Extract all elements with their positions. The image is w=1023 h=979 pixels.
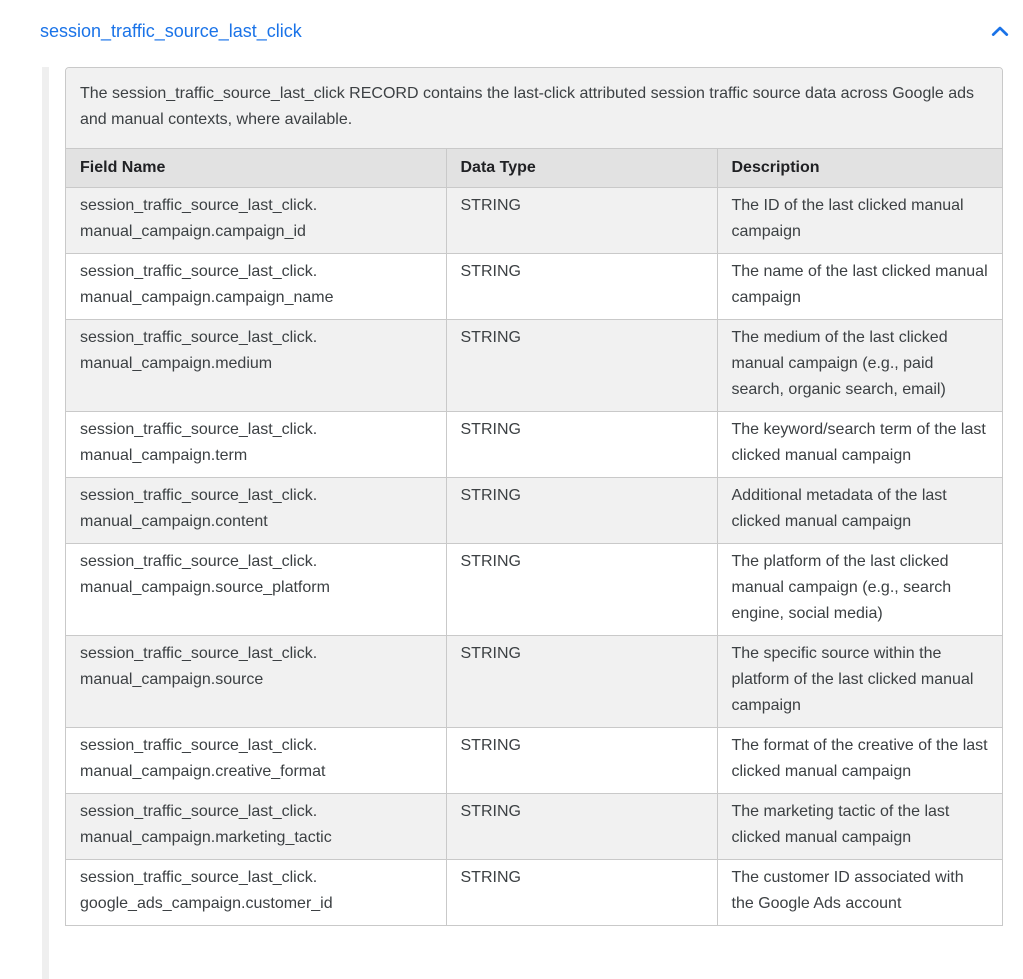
- description-cell: The medium of the last clicked manual campaign (e.g., paid search, organic search, email): [717, 320, 1002, 412]
- table-row: [66, 544, 1002, 636]
- description-cell: The platform of the last clicked manual campaign (e.g., search engine, social media): [717, 544, 1002, 636]
- schema-panel: [65, 67, 1003, 926]
- chevron-up-icon: [991, 26, 1009, 37]
- data-type-cell: STRING: [446, 320, 717, 412]
- field-name-cell: session_traffic_source_last_click.manual_campaign.term: [66, 412, 446, 478]
- field-name-cell: session_traffic_source_last_click.manual_campaign.medium: [66, 320, 446, 412]
- table-row: [66, 794, 1002, 860]
- data-type-cell: STRING: [446, 636, 717, 728]
- field-name-cell: session_traffic_source_last_click.google_ads_campaign.customer_id: [66, 860, 446, 926]
- table-row: [66, 320, 1002, 412]
- table-row: [66, 188, 1002, 254]
- description-cell: The specific source within the platform of the last clicked manual campaign: [717, 636, 1002, 728]
- table-row: [66, 728, 1002, 794]
- section-body: [0, 67, 1023, 926]
- data-type-cell: STRING: [446, 794, 717, 860]
- data-type-cell: STRING: [446, 860, 717, 926]
- field-name-cell: session_traffic_source_last_click.manual_campaign.source_platform: [66, 544, 446, 636]
- description-cell: Additional metadata of the last clicked manual campaign: [717, 478, 1002, 544]
- column-header-field-name: Field Name: [66, 149, 446, 188]
- data-type-cell: STRING: [446, 412, 717, 478]
- description-cell: The marketing tactic of the last clicked manual campaign: [717, 794, 1002, 860]
- field-name-cell: session_traffic_source_last_click.manual_campaign.content: [66, 478, 446, 544]
- data-type-cell: STRING: [446, 478, 717, 544]
- data-type-cell: STRING: [446, 728, 717, 794]
- description-cell: The keyword/search term of the last clicked manual campaign: [717, 412, 1002, 478]
- description-cell: The ID of the last clicked manual campaign: [717, 188, 1002, 254]
- description-cell: The customer ID associated with the Google Ads account: [717, 860, 1002, 926]
- section-indent-bar: [42, 67, 49, 979]
- data-type-cell: STRING: [446, 254, 717, 320]
- field-name-cell: session_traffic_source_last_click.manual_campaign.creative_format: [66, 728, 446, 794]
- schema-table: [66, 148, 1002, 925]
- field-name-cell: session_traffic_source_last_click.manual_campaign.campaign_name: [66, 254, 446, 320]
- section-title-link[interactable]: session_traffic_source_last_click: [40, 21, 302, 41]
- data-type-cell: STRING: [446, 544, 717, 636]
- field-name-cell: session_traffic_source_last_click.manual_campaign.source: [66, 636, 446, 728]
- section-header: [40, 18, 1011, 44]
- table-row: [66, 478, 1002, 544]
- description-cell: The name of the last clicked manual campaign: [717, 254, 1002, 320]
- table-row: [66, 412, 1002, 478]
- table-row: [66, 254, 1002, 320]
- field-name-cell: session_traffic_source_last_click.manual_campaign.marketing_tactic: [66, 794, 446, 860]
- collapse-section-button[interactable]: [989, 24, 1011, 39]
- table-row: [66, 636, 1002, 728]
- description-cell: The format of the creative of the last clicked manual campaign: [717, 728, 1002, 794]
- data-type-cell: STRING: [446, 188, 717, 254]
- table-header-row: [66, 149, 1002, 188]
- column-header-data-type: Data Type: [446, 149, 717, 188]
- column-header-description: Description: [717, 149, 1002, 188]
- table-row: [66, 860, 1002, 926]
- field-name-cell: session_traffic_source_last_click.manual_campaign.campaign_id: [66, 188, 446, 254]
- record-description: The session_traffic_source_last_click RECORD contains the last-click attributed session traffic source data across Google ads and manual contexts, where available.: [66, 68, 1002, 148]
